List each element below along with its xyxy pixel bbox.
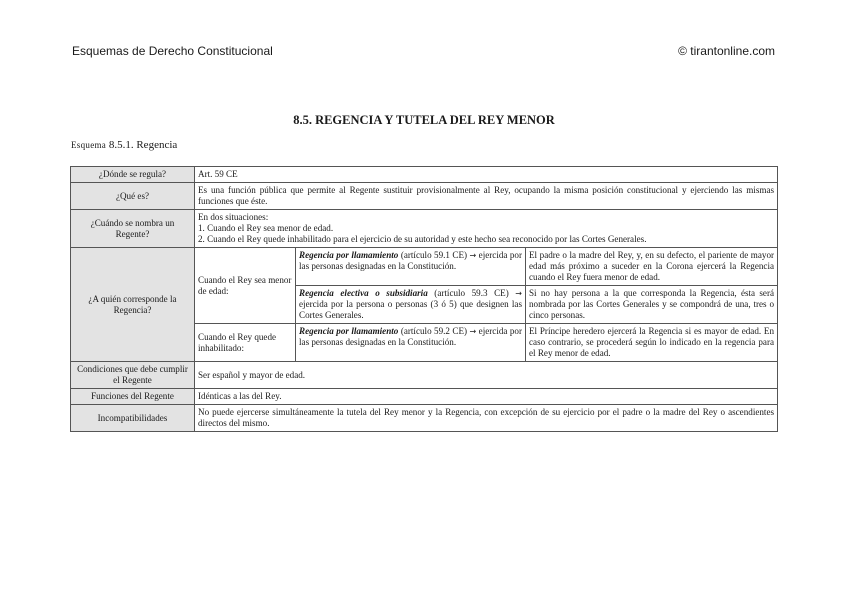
section-title: 8.5. REGENCIA Y TUTELA DEL REY MENOR [293,113,555,127]
article-ref: (artículo 59.3 CE) [434,288,509,298]
case-menor: Cuando el Rey sea menor de edad: [195,248,296,324]
row-funciones [71,389,778,405]
label-incompatibilidades: Incompatibilidades [71,405,195,432]
label-funciones: Funciones del Regente [71,389,195,405]
running-header-left: Esquemas de Derecho Constitucional [72,44,273,58]
arrow-icon: → [469,327,477,336]
caption-prefix: Esquema [71,140,107,150]
value-donde: Art. 59 CE [195,167,778,183]
value-condiciones: Ser español y mayor de edad. [195,362,778,389]
desc-llamamiento-menor: El padre o la madre del Rey, y, en su defecto, el pariente de mayor edad más próximo a suceder en la Corona ejercerá la Regencia cuando el Rey fuera menor de edad. [526,248,778,286]
regencia-llamamiento-menor [296,248,526,286]
case-inhabilitado: Cuando el Rey quede inhabilitado: [195,324,296,362]
regencia-rest: ejercida por la persona o personas (3 ó 5) que designen las Cortes Generales. [299,299,522,320]
label-condiciones: Condiciones que debe cumplir el Regente [71,362,195,389]
cuando-item-2: 2. Cuando el Rey quede inhabilitado para el ejercicio de su autoridad y este hecho sea reconocido por las Cortes Generales. [198,234,647,244]
arrow-icon: → [515,289,522,298]
arrow-icon: → [469,251,477,260]
regencia-name: Regencia por llamamiento [299,250,399,260]
running-header-right: © tirantonline.com [678,44,775,58]
regencia-llamamiento-inhabilitado [296,324,526,362]
row-incompatibilidades [71,405,778,432]
label-que: ¿Qué es? [71,183,195,210]
regencia-name: Regencia por llamamiento [299,326,399,336]
desc-electiva: Si no hay persona a la que corresponda la Regencia, ésta será nombrada por las Cortes Generales y se compondrá de una, tres o cinco personas. [526,286,778,324]
row-donde [71,167,778,183]
desc-llamamiento-inhabilitado: El Príncipe heredero ejercerá la Regencia si es mayor de edad. En caso contrario, se procederá según lo indicado en la regencia para el Rey menor de edad. [526,324,778,362]
row-quien-menor-llamamiento [71,248,778,286]
caption-text: 8.5.1. Regencia [108,139,178,151]
label-donde: ¿Dónde se regula? [71,167,195,183]
value-incompatibilidades: No puede ejercerse simultáneamente la tutela del Rey menor y la Regencia, con excepción de su ejercicio por el padre o la madre del Rey o ascendientes directos del mismo. [195,405,778,432]
value-cuando [195,210,778,248]
article-ref: (artículo 59.2 CE) [400,326,468,336]
row-condiciones [71,362,778,389]
row-que [71,183,778,210]
regencia-rest: ejercida por las personas designadas en la Constitución. [299,326,523,347]
regencia-rest: ejercida por las personas designadas en la Constitución. [299,250,523,271]
value-funciones: Idénticas a las del Rey. [195,389,778,405]
regencia-table [70,166,778,432]
scheme-caption [71,139,177,151]
regencia-name: Regencia electiva o subsidiaria [299,288,428,298]
cuando-intro: En dos situaciones: [198,212,269,222]
row-cuando [71,210,778,248]
cuando-item-1: 1. Cuando el Rey sea menor de edad. [198,223,334,233]
regencia-electiva [296,286,526,324]
label-quien: ¿A quién corresponde la Regencia? [71,248,195,362]
value-que: Es una función pública que permite al Regente sustituir provisionalmente al Rey, ocupando la misma posición constitucional y ejerciendo las mismas funciones que éste. [195,183,778,210]
label-cuando: ¿Cuándo se nombra un Regente? [71,210,195,248]
article-ref: (artículo 59.1 CE) [400,250,468,260]
